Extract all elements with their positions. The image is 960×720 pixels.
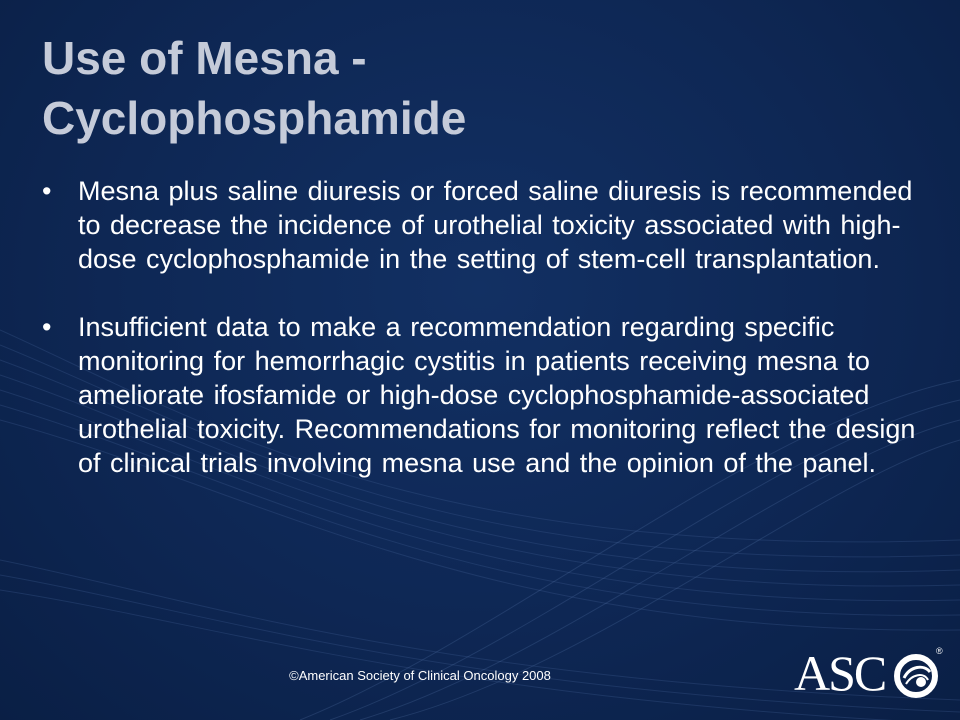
bullet-text: Insufficient data to make a recommendation regarding specific monitoring for hemorrhagic cystitis in patients receiving mesna to ameliorate ifosfamide or high-dose cyclophosphamide-associated urothelial toxicity. Recommendations for monitoring reflect the design of clinical trials involving mesna use and the opinion of the panel. [78, 312, 916, 478]
slide-title-line-1: Use of Mesna - [42, 32, 367, 84]
bullet-item-1 [40, 174, 940, 276]
asco-logo [794, 644, 944, 704]
bullet-list [40, 174, 940, 514]
bullet-text: Mesna plus saline diuresis or forced saline diuresis is recommended to decrease the incidence of urothelial toxicity associated with high-dose cyclophosphamide in the setting of stem-cell transplantation. [78, 176, 913, 274]
slide-title-line-2: Cyclophosphamide [42, 92, 467, 144]
asco-logo-text: ASC [794, 645, 886, 701]
asco-logo-o-icon [894, 650, 940, 700]
slide-title [42, 28, 922, 148]
bullet-item-2 [40, 310, 940, 480]
bullet-marker: • [42, 176, 52, 206]
registered-mark: ® [936, 646, 943, 656]
bullet-marker: • [42, 312, 52, 342]
copyright-footer: ©American Society of Clinical Oncology 2008 [289, 668, 551, 683]
